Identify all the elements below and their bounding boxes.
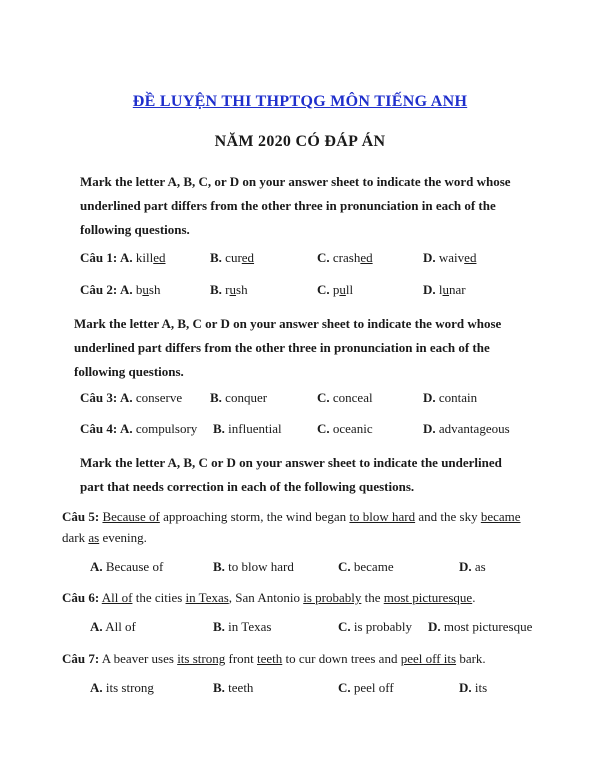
instruction-line: underlined part differs from the other three in pronunciation in each of the <box>80 198 496 213</box>
document-subtitle: NĂM 2020 CÓ ĐÁP ÁN <box>214 133 386 150</box>
instruction-line: underlined part differs from the other three in pronunciation in each of the <box>74 340 490 355</box>
question-2-label: Câu 2: <box>80 282 118 297</box>
q1-option-b[interactable]: B. cured <box>210 250 255 265</box>
q3-option-a[interactable]: A. conserve <box>120 390 183 405</box>
instruction-line: following questions. <box>80 222 190 237</box>
q1-option-c[interactable]: C. crashed <box>317 250 373 265</box>
q7-option-d[interactable]: D. its <box>459 680 488 695</box>
q4-option-d[interactable]: D. advantageous <box>423 421 510 436</box>
question-3-label: Câu 3: <box>80 390 118 405</box>
question-label: Câu 6: <box>62 590 100 605</box>
q2-option-c[interactable]: C. pull <box>317 282 354 297</box>
question-1-label: Câu 1: <box>80 250 118 265</box>
question-4-label: Câu 4: <box>80 421 118 436</box>
question-7-text: Câu 7: A beaver uses its strong front teeth to cur down trees and peel off its bark. <box>62 651 486 666</box>
section1-instructions <box>80 170 511 242</box>
instruction-line: Mark the letter A, B, C or D on your answer sheet to indicate the word whose <box>74 316 502 331</box>
q6-option-d[interactable]: D. most picturesque <box>428 619 533 634</box>
q3-option-b[interactable]: B. conquer <box>210 390 268 405</box>
q6-option-b[interactable]: B. in Texas <box>213 619 272 634</box>
q6-option-a[interactable]: A. All of <box>90 619 136 634</box>
instruction-line: part that needs correction in each of the following questions. <box>80 479 415 494</box>
q1-option-d[interactable]: D. waived <box>423 250 477 265</box>
q3-option-d[interactable]: D. contain <box>423 390 478 405</box>
q4-option-c[interactable]: C. oceanic <box>317 421 373 436</box>
q7-option-b[interactable]: B. teeth <box>213 680 254 695</box>
instruction-line: Mark the letter A, B, C or D on your answer sheet to indicate the underlined <box>80 455 502 470</box>
q3-option-c[interactable]: C. conceal <box>317 390 373 405</box>
q5-option-d[interactable]: D. as <box>459 559 486 574</box>
q1-option-a[interactable]: A. killed <box>120 250 166 265</box>
question-label: Câu 5: <box>62 509 100 524</box>
question-label: Câu 7: <box>62 651 100 666</box>
q4-option-a[interactable]: A. compulsory <box>120 421 198 436</box>
instruction-line: Mark the letter A, B, C, or D on your answer sheet to indicate the word whose <box>80 174 511 189</box>
q6-option-c[interactable]: C. is probably <box>338 619 413 634</box>
q7-option-c[interactable]: C. peel off <box>338 680 394 695</box>
document-title: ĐỀ LUYỆN THI THPTQG MÔN TIẾNG ANH <box>132 93 468 110</box>
instruction-line: following questions. <box>74 364 184 379</box>
q2-option-b[interactable]: B. rush <box>210 282 248 297</box>
question-6-text: Câu 6: All of the cities in Texas, San Antonio is probably the most picturesque. <box>62 590 476 605</box>
q5-option-c[interactable]: C. became <box>338 559 394 574</box>
q2-option-a[interactable]: A. bush <box>120 282 161 297</box>
question-5-text-cont: dark as evening. <box>62 530 147 545</box>
q7-option-a[interactable]: A. its strong <box>90 680 154 695</box>
q5-option-b[interactable]: B. to blow hard <box>213 559 294 574</box>
q2-option-d[interactable]: D. lunar <box>423 282 466 297</box>
section3-instructions <box>80 451 502 499</box>
question-5-text: Câu 5: Because of approaching storm, the wind began to blow hard and the sky became <box>62 509 521 524</box>
q5-option-a[interactable]: A. Because of <box>90 559 164 574</box>
section2-instructions <box>74 312 501 384</box>
q4-option-b[interactable]: B. influential <box>213 421 282 436</box>
